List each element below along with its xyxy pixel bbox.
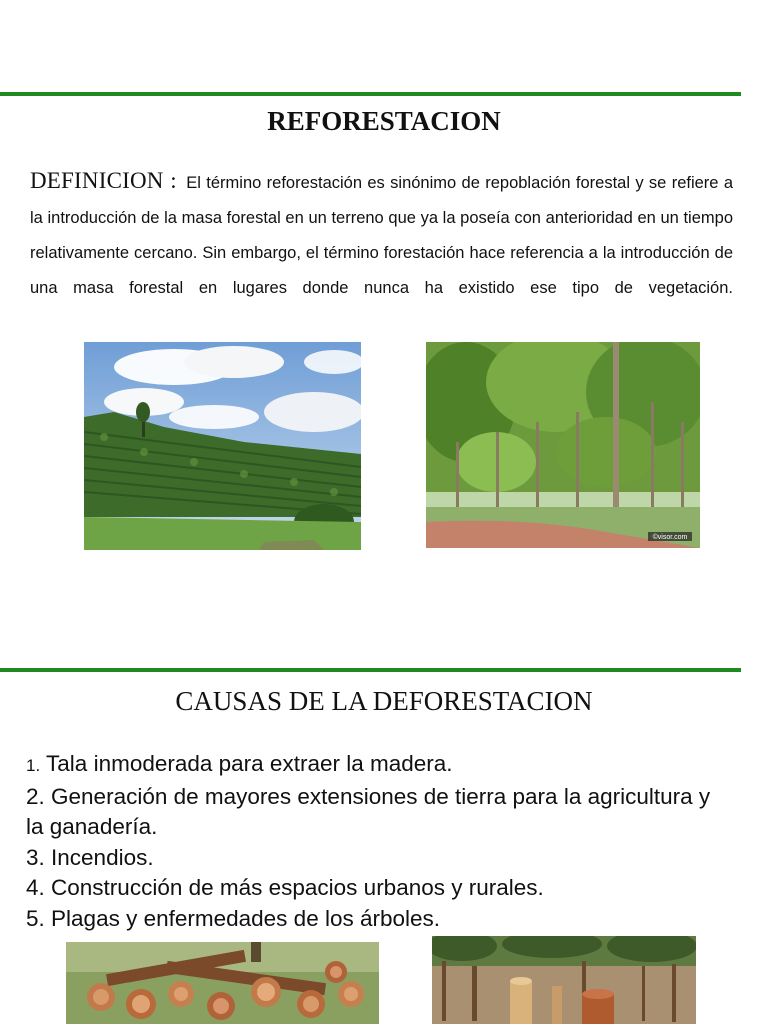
definition-label: DEFINICION : (30, 168, 177, 193)
cause-text: Incendios. (51, 844, 154, 870)
cause-item-4 (26, 873, 726, 904)
tree-stumps-photo (432, 936, 696, 1024)
causes-list (26, 749, 726, 934)
cause-number: 3. (26, 844, 45, 870)
definition-paragraph (30, 163, 733, 306)
eucalyptus-forest-photo (426, 342, 700, 548)
cause-number: 1. (26, 756, 41, 775)
cause-number: 4. (26, 875, 45, 900)
photo-watermark: ©visor.com (652, 534, 688, 541)
definition-text: El término reforestación es sinónimo de repoblación forestal y se refiere a la introducción de la masa forestal en un terreno que ya la poseía con anterioridad en un tiempo relativamente cercano. Sin embargo, el término forestación hace referencia a la introducción de una masa forestal en lugares donde nunca ha existido ese tipo de vegetación. (30, 174, 734, 297)
deforestation-causes-title: CAUSAS DE LA DEFORESTACION (175, 686, 593, 716)
cause-item-3 (26, 843, 726, 874)
top-divider-line (0, 92, 741, 96)
cut-logs-photo (66, 942, 379, 1024)
middle-divider-line (0, 668, 741, 672)
reforestation-title: REFORESTACION (267, 106, 501, 136)
cause-item-2 (26, 782, 726, 843)
hillside-plantation-photo (84, 342, 361, 550)
cause-item-1 (26, 749, 726, 782)
cause-text: Tala inmoderada para extraer la madera. (46, 751, 453, 776)
cause-number: 5. (26, 905, 45, 931)
cause-text: Plagas y enfermedades de los árboles. (51, 905, 441, 931)
cause-number: 2. (26, 783, 45, 809)
cause-text: Generación de mayores extensiones de tierra para la agricultura y la ganadería. (26, 783, 711, 839)
cause-text: Construcción de más espacios urbanos y rurales. (51, 875, 544, 900)
cause-item-5 (26, 904, 726, 935)
